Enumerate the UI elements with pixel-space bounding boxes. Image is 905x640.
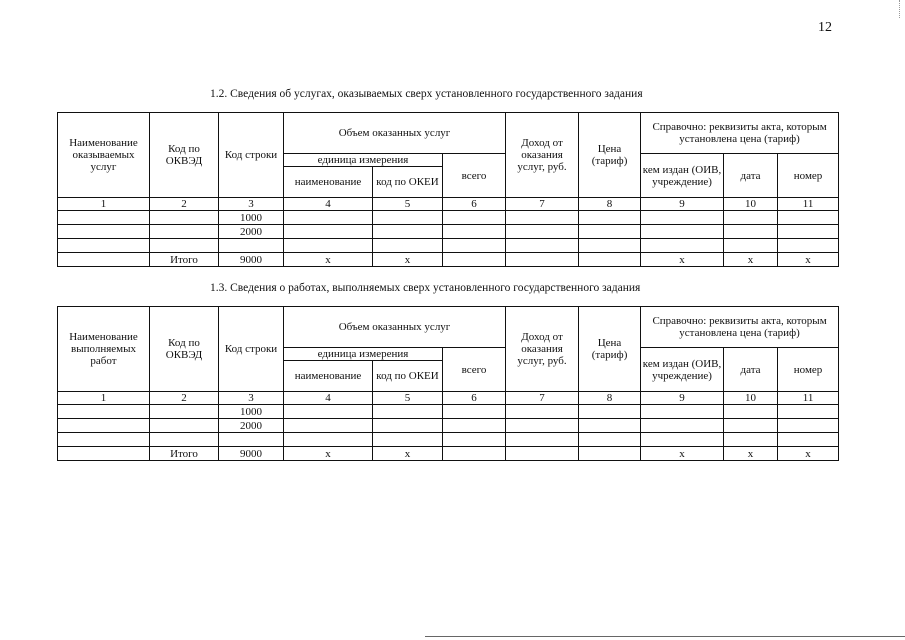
table-cell [641,433,724,447]
column-number: 2 [150,198,219,211]
header-unit: единица измерения [284,348,443,361]
header-row-code: Код строки [219,113,284,198]
table-cell [778,419,839,433]
table-cell [778,239,839,253]
column-number: 6 [443,392,506,405]
table-cell [443,419,506,433]
header-number: номер [778,154,839,198]
header-issuer: кем издан (ОИВ, учреждение) [641,154,724,198]
table-cell [443,239,506,253]
header-name: Наименование оказываемых услуг [58,113,150,198]
table-cell [506,211,579,225]
table-cell: 2000 [219,419,284,433]
header-unit-name: наименование [284,167,373,198]
total-cell [58,253,150,267]
header-okved: Код по ОКВЭД [150,307,219,392]
total-row [58,447,839,461]
table-cell [150,239,219,253]
column-number: 9 [641,198,724,211]
table-cell [150,433,219,447]
total-cell: х [641,447,724,461]
table-cell [506,239,579,253]
total-cell: х [778,253,839,267]
table-cell [219,239,284,253]
table-cell [443,211,506,225]
table-cell [778,211,839,225]
table-cell [58,211,150,225]
table-cell [641,225,724,239]
table-row [58,419,839,433]
header-unit-name: наименование [284,361,373,392]
column-number: 2 [150,392,219,405]
header-number: номер [778,348,839,392]
table-cell [579,225,641,239]
table-cell [641,239,724,253]
total-cell: х [641,253,724,267]
total-cell [579,253,641,267]
column-number: 3 [219,392,284,405]
total-cell [443,447,506,461]
table-cell [58,433,150,447]
header-row [58,113,839,154]
column-number: 11 [778,198,839,211]
column-number: 11 [778,392,839,405]
total-cell: 9000 [219,447,284,461]
table-cell [579,211,641,225]
total-cell: х [373,253,443,267]
table-cell [150,211,219,225]
total-row [58,253,839,267]
table-cell [724,239,778,253]
header-date: дата [724,348,778,392]
column-number: 4 [284,198,373,211]
header-price: Цена (тариф) [579,307,641,392]
total-cell [579,447,641,461]
header-name: Наименование выполняемых работ [58,307,150,392]
table-cell [284,433,373,447]
table-cell [724,211,778,225]
column-number: 8 [579,198,641,211]
header-total: всего [443,154,506,198]
section-title-1-2: 1.2. Сведения об услугах, оказываемых сверх установленного государственного задания [210,88,643,100]
table-cell [219,433,284,447]
total-cell: 9000 [219,253,284,267]
table-cell [58,239,150,253]
table-cell [150,419,219,433]
header-volume: Объем оказанных услуг [284,307,506,348]
table-cell [579,239,641,253]
column-number: 7 [506,392,579,405]
table-cell [284,405,373,419]
table-cell: 2000 [219,225,284,239]
table-cell [506,405,579,419]
column-number: 6 [443,198,506,211]
column-number: 5 [373,198,443,211]
table-cell [150,225,219,239]
total-cell: Итого [150,447,219,461]
table-cell [579,405,641,419]
table-cell [373,211,443,225]
table-row [58,225,839,239]
table-cell [373,419,443,433]
table-cell [373,225,443,239]
total-cell: х [373,447,443,461]
section-title-1-3: 1.3. Сведения о работах, выполняемых сверх установленного государственного задания [210,282,641,294]
header-row [58,307,839,348]
column-number-row [58,198,839,211]
table-cell [506,419,579,433]
table-cell [443,405,506,419]
page-number: 12 [818,20,832,35]
column-number-row [58,392,839,405]
total-cell: х [284,447,373,461]
header-reference: Справочно: реквизиты акта, которым установлена цена (тариф) [641,307,839,348]
table-cell [506,225,579,239]
margin-mark [899,0,901,18]
header-price: Цена (тариф) [579,113,641,198]
table-cell [58,419,150,433]
header-date: дата [724,154,778,198]
header-income: Доход от оказания услуг, руб. [506,113,579,198]
services-table [57,112,839,267]
table-cell [284,239,373,253]
header-reference: Справочно: реквизиты акта, которым установлена цена (тариф) [641,113,839,154]
header-okved: Код по ОКВЭД [150,113,219,198]
table-cell [58,405,150,419]
table-cell [506,433,579,447]
bottom-rule [425,636,905,637]
table-cell [150,405,219,419]
column-number: 5 [373,392,443,405]
header-unit-okei: код по ОКЕИ [373,361,443,392]
total-cell: х [284,253,373,267]
column-number: 9 [641,392,724,405]
table-cell [641,211,724,225]
total-cell: Итого [150,253,219,267]
works-table [57,306,839,461]
total-cell [506,447,579,461]
table-row [58,239,839,253]
total-cell [58,447,150,461]
table-cell [778,433,839,447]
column-number: 1 [58,198,150,211]
table-row [58,211,839,225]
header-unit: единица измерения [284,154,443,167]
column-number: 10 [724,392,778,405]
table-cell [284,211,373,225]
table-cell [778,225,839,239]
table-cell [778,405,839,419]
table-cell [284,225,373,239]
table-cell [373,239,443,253]
table-cell [373,405,443,419]
table-cell [58,225,150,239]
header-income: Доход от оказания услуг, руб. [506,307,579,392]
table-cell [641,419,724,433]
header-row-code: Код строки [219,307,284,392]
header-total: всего [443,348,506,392]
column-number: 7 [506,198,579,211]
table-row [58,433,839,447]
total-cell: х [778,447,839,461]
table-cell [443,433,506,447]
table-cell [641,405,724,419]
total-cell: х [724,447,778,461]
table-cell [724,225,778,239]
table-row [58,405,839,419]
total-cell: х [724,253,778,267]
table-cell [724,419,778,433]
table-cell: 1000 [219,405,284,419]
total-cell [443,253,506,267]
table-cell [284,419,373,433]
table-cell [724,405,778,419]
column-number: 1 [58,392,150,405]
table-cell [443,225,506,239]
header-volume: Объем оказанных услуг [284,113,506,154]
table-cell: 1000 [219,211,284,225]
column-number: 10 [724,198,778,211]
total-cell [506,253,579,267]
column-number: 8 [579,392,641,405]
table-cell [579,433,641,447]
table-cell [724,433,778,447]
column-number: 3 [219,198,284,211]
table-cell [373,433,443,447]
table-cell [579,419,641,433]
header-unit-okei: код по ОКЕИ [373,167,443,198]
header-issuer: кем издан (ОИВ, учреждение) [641,348,724,392]
column-number: 4 [284,392,373,405]
